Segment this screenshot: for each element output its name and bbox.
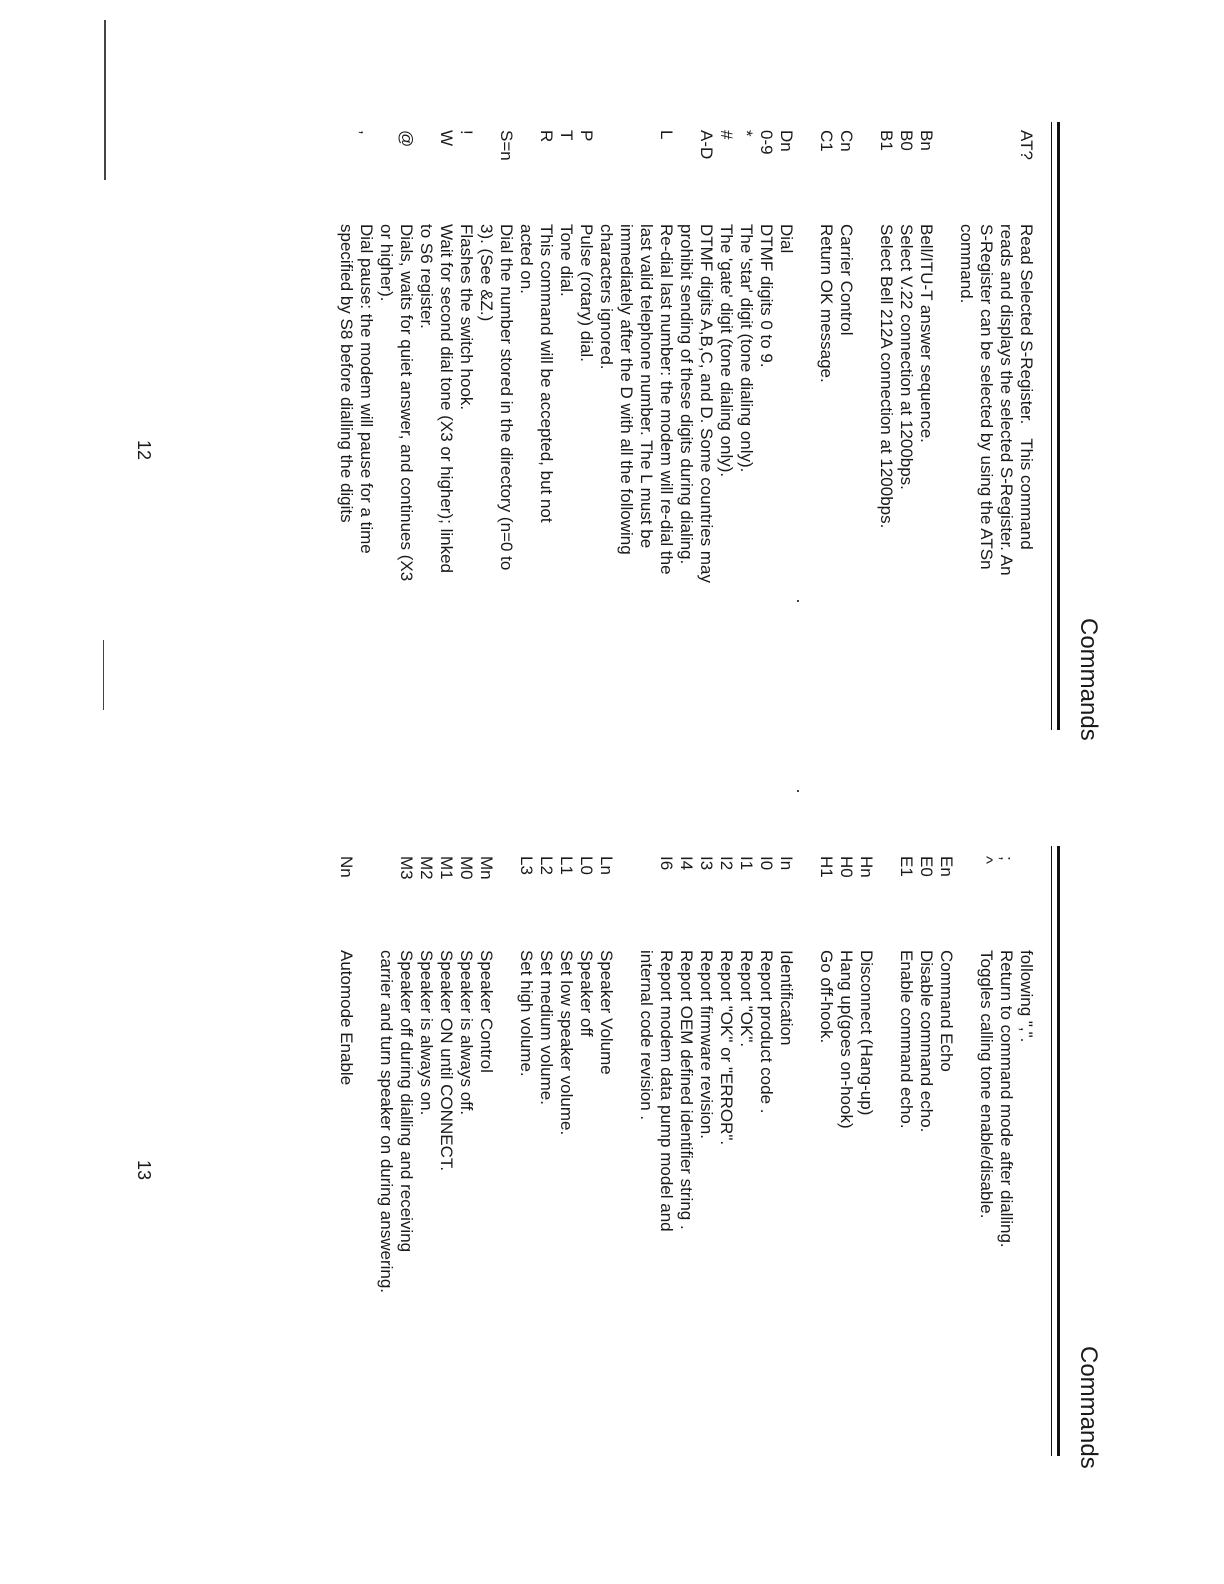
description-line: Re-dial last number: the modem will re-dial the [657, 224, 676, 575]
description-line: internal code revision . [637, 950, 656, 1121]
command-entry [896, 130, 916, 644]
command-code: Hn [857, 856, 876, 878]
command-description [996, 950, 1016, 1370]
command-entry [716, 130, 736, 644]
scan-artifact [797, 600, 799, 602]
right-command-list [336, 856, 1036, 1370]
command-code: AT? [1017, 130, 1036, 160]
description-line: Command Echo [937, 950, 956, 1072]
command-code: ; [997, 856, 1016, 861]
description-line: Report firmware revision. [697, 950, 716, 1139]
page-number-right: 13 [134, 1160, 154, 1181]
header-rule-left [1057, 122, 1060, 730]
description-line: Disable command echo. [917, 950, 936, 1133]
description-line: Flashes the switch hook. [457, 224, 476, 411]
command-description [536, 950, 556, 1370]
command-code: L0 [577, 856, 596, 875]
description-line: Speaker is always off. [457, 950, 476, 1116]
command-entry [756, 856, 776, 1370]
command-description [736, 950, 756, 1370]
command-description [756, 224, 776, 644]
command-code: ! [457, 130, 476, 135]
command-code: M2 [417, 856, 436, 880]
command-description [716, 224, 736, 644]
command-description [436, 950, 456, 1370]
command-description [1016, 950, 1036, 1370]
command-description [876, 224, 896, 644]
command-entry [556, 130, 576, 644]
command-entry [916, 856, 936, 1370]
command-description [636, 950, 676, 1370]
command-code: Ln [597, 856, 616, 875]
description-line: Enable command echo. [897, 950, 916, 1129]
command-entry [676, 856, 696, 1370]
description-line: Set medium volume. [537, 950, 556, 1105]
command-entry [696, 856, 716, 1370]
header-rule-left-thin [1051, 122, 1052, 730]
command-entry [936, 856, 956, 1370]
command-entry [476, 130, 516, 644]
command-entry [636, 856, 676, 1370]
command-code: Bn [917, 130, 936, 151]
command-entry [996, 856, 1016, 1370]
command-code: In [777, 856, 796, 871]
command-description [416, 950, 436, 1370]
description-line: Speaker Volume [597, 950, 616, 1075]
command-entry [436, 856, 456, 1370]
command-description [956, 224, 1036, 644]
command-code: T [557, 130, 576, 141]
description-line: S-Register can be selected by using the ATSn [977, 224, 996, 570]
command-entry [516, 856, 536, 1370]
command-entry [596, 856, 616, 1370]
description-line: Select V.22 connection at 1200bps. [897, 224, 916, 490]
command-description [776, 950, 796, 1370]
command-description [476, 224, 516, 644]
command-description [556, 224, 576, 644]
command-description [896, 950, 916, 1370]
command-entry [676, 130, 716, 644]
command-entry [976, 856, 996, 1370]
description-line: Hang up(goes on-hook) [837, 950, 856, 1129]
description-line: The 'star' digit (tone dialing only). [737, 224, 756, 473]
command-entry [736, 130, 756, 644]
description-line: following ",". [1017, 950, 1036, 1043]
description-line: command. [957, 224, 976, 304]
description-line: Identification [777, 950, 796, 1046]
description-line: or higher). [377, 224, 396, 302]
command-description [516, 950, 536, 1370]
command-code: H0 [837, 856, 856, 878]
command-code: R [537, 130, 556, 143]
command-entry [916, 130, 936, 644]
description-line: DTMF digits 0 to 9. [757, 224, 776, 368]
command-code: I2 [717, 856, 736, 871]
description-line: Dial pause: the modem will pause for a time [357, 224, 376, 554]
header-rule-right-thin [1051, 846, 1052, 1456]
description-line: Return to command mode after dialling. [997, 950, 1016, 1248]
command-description [516, 224, 556, 644]
command-description [936, 950, 956, 1370]
command-description [676, 950, 696, 1370]
command-entry [836, 130, 856, 644]
description-line: Speaker is always on. [417, 950, 436, 1116]
command-code: I4 [677, 856, 696, 871]
command-entry [336, 856, 356, 1370]
command-entry [816, 856, 836, 1370]
command-code: I6 [657, 856, 676, 871]
command-code [1016, 856, 1036, 950]
command-code: 0-9 [757, 130, 776, 155]
command-description [836, 224, 856, 644]
command-description [576, 950, 596, 1370]
command-description [816, 950, 836, 1370]
description-line: Return OK message. [817, 224, 836, 383]
description-line: DTMF digits A,B,C, and D. Some countries may [697, 224, 716, 584]
command-entry [456, 130, 476, 644]
command-description [856, 950, 876, 1370]
command-code: I0 [757, 856, 776, 871]
command-code: I1 [737, 856, 756, 871]
command-code: , [357, 130, 376, 135]
command-description [896, 224, 916, 644]
description-line: Tone dial. [557, 224, 576, 297]
command-entry [456, 856, 476, 1370]
command-description [416, 224, 456, 644]
description-line: Report OEM defined identifier string . [677, 950, 696, 1230]
command-entry [896, 856, 916, 1370]
command-description [916, 224, 936, 644]
description-line: Report modem data pump model and [657, 950, 676, 1232]
description-line: Carrier Control [837, 224, 856, 336]
command-code: E1 [897, 856, 916, 877]
description-line: Report "OK" or "ERROR". [717, 950, 736, 1146]
command-description [476, 950, 496, 1370]
command-entry [516, 130, 556, 644]
command-code: # [717, 130, 736, 140]
command-code: @ [397, 130, 416, 148]
header-title-left: Commands [1075, 618, 1102, 741]
left-command-list [336, 130, 1036, 644]
command-code: L3 [517, 856, 536, 875]
scan-artifact [103, 640, 104, 710]
header-title-right: Commands [1075, 1346, 1102, 1469]
command-entry [1016, 856, 1036, 1370]
description-line: Speaker off [577, 950, 596, 1037]
description-line: characters ignored. [597, 224, 616, 370]
description-line: acted on. [517, 224, 536, 294]
command-code: M1 [437, 856, 456, 880]
command-code: B0 [897, 130, 916, 151]
description-line: Dial [777, 224, 796, 254]
command-entry [556, 856, 576, 1370]
description-line: This command will be accepted, but not [537, 224, 556, 523]
command-description [696, 950, 716, 1370]
command-description [456, 224, 476, 644]
command-code: Nn [337, 856, 356, 878]
command-description [456, 950, 476, 1370]
command-code: B1 [877, 130, 896, 151]
command-entry [956, 130, 1036, 644]
command-code: W [437, 130, 456, 147]
command-entry [596, 130, 676, 644]
description-line: reads and displays the selected S-Register. An [997, 224, 1016, 576]
command-description [336, 950, 356, 1370]
description-line: Set low speaker volume. [557, 950, 576, 1136]
description-line: Report product code . [757, 950, 776, 1114]
command-code: Mn [477, 856, 496, 880]
command-entry [576, 856, 596, 1370]
command-description [836, 950, 856, 1370]
description-line: Dial the number stored in the directory (n=0 to [497, 224, 516, 571]
command-description [976, 950, 996, 1370]
description-line: prohibit sending of these digits during dialing. [677, 224, 696, 565]
description-line: Pulse (rotary) dial. [577, 224, 596, 362]
command-code: P [577, 130, 596, 142]
command-description [596, 224, 676, 644]
command-description [336, 224, 376, 644]
command-entry [336, 130, 376, 644]
command-code: H1 [817, 856, 836, 878]
description-line: Dials, waits for quiet answer, and continues (X3 [397, 224, 416, 582]
command-description [756, 950, 776, 1370]
command-code: Cn [837, 130, 856, 152]
description-line: Automode Enable [337, 950, 356, 1086]
page-number-left: 12 [134, 440, 154, 461]
command-entry [536, 856, 556, 1370]
description-line: Bell/ITU-T answer sequence. [917, 224, 936, 443]
command-entry [816, 130, 836, 644]
command-code: L1 [557, 856, 576, 875]
command-code: L [657, 130, 676, 140]
command-entry [776, 856, 796, 1370]
command-description [916, 950, 936, 1370]
description-line: Speaker off during dialling and receiving [397, 950, 416, 1253]
description-line: specified by S8 before dialling the digits [337, 224, 356, 523]
command-code: L2 [537, 856, 556, 875]
command-entry [576, 130, 596, 644]
scan-artifact [104, 20, 106, 180]
description-line: The 'gate' digit (tone dialing only). [717, 224, 736, 478]
command-code: Dn [777, 130, 796, 152]
header-rule-right [1057, 846, 1060, 1456]
command-code: E0 [917, 856, 936, 877]
command-code: M0 [457, 856, 476, 880]
command-entry [836, 856, 856, 1370]
description-line: Speaker Control [477, 950, 496, 1073]
command-entry [736, 856, 756, 1370]
scan-artifact [797, 790, 799, 792]
command-description [816, 224, 836, 644]
command-description [576, 224, 596, 644]
description-line: Report "OK". [737, 950, 756, 1048]
description-line: 3). (See &Z.) [477, 224, 496, 322]
command-entry [776, 130, 796, 644]
command-entry [756, 130, 776, 644]
description-line: Read Selected S-Register. This command [1017, 224, 1036, 550]
command-code: M3 [397, 856, 416, 880]
command-description [376, 224, 416, 644]
command-code: S=n [497, 130, 516, 161]
command-code: C1 [817, 130, 836, 152]
description-line: carrier and turn speaker on during answering. [377, 950, 396, 1294]
command-entry [416, 130, 456, 644]
description-line: Set high volume. [517, 950, 536, 1077]
description-line: Speaker ON until CONNECT. [437, 950, 456, 1172]
command-description [376, 950, 416, 1370]
command-entry [376, 130, 416, 644]
command-entry [476, 856, 496, 1370]
description-line: to S6 register. [417, 224, 436, 329]
command-entry [416, 856, 436, 1370]
command-description [596, 950, 616, 1370]
description-line: last valid telephone number. The L must be [637, 224, 656, 549]
description-line: Toggles calling tone enable/disable. [977, 950, 996, 1219]
command-code: A-D [697, 130, 716, 160]
description-line: Wait for second dial tone (X3 or higher); linked [437, 224, 456, 573]
command-code: En [937, 856, 956, 877]
command-entry [376, 856, 416, 1370]
description-line: Disconnect (Hang-up) [857, 950, 876, 1116]
description-line: Go off-hook. [817, 950, 836, 1044]
command-entry [856, 856, 876, 1370]
command-code: * [737, 130, 756, 137]
command-entry [716, 856, 736, 1370]
command-code: I3 [697, 856, 716, 871]
command-description [716, 950, 736, 1370]
description-line: immediately after the D with all the following [617, 224, 636, 555]
command-description [676, 224, 716, 644]
command-code: ^ [977, 856, 996, 864]
command-description [776, 224, 796, 644]
command-description [736, 224, 756, 644]
description-line: Select Bell 212A connection at 1200bps. [877, 224, 896, 529]
command-description [556, 950, 576, 1370]
command-entry [876, 130, 896, 644]
